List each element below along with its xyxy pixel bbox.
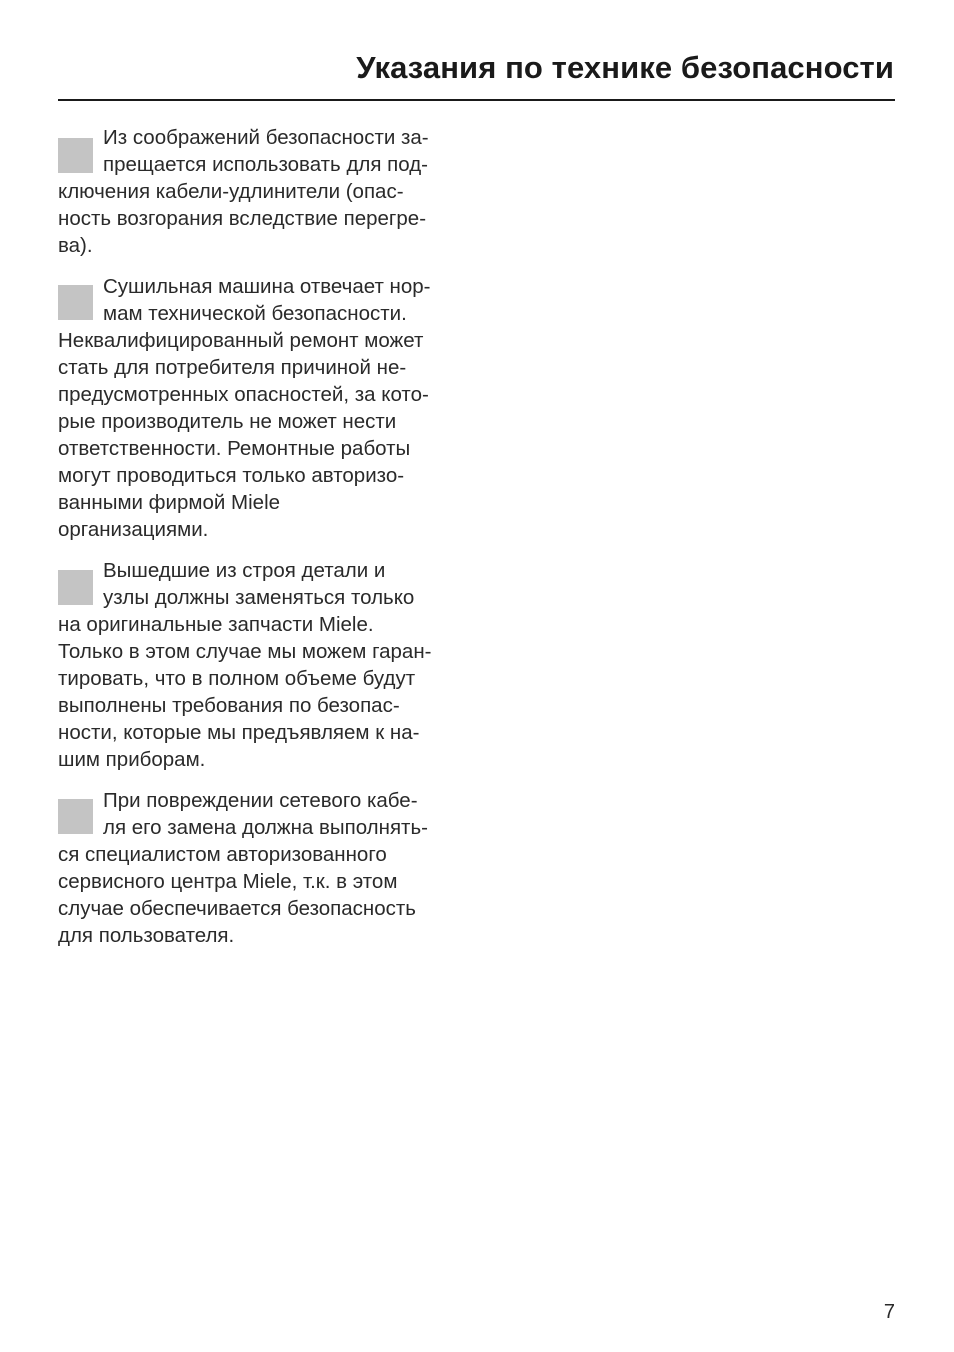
- text-line: Из соображений безопасности за-: [103, 126, 429, 149]
- bullet-marker: [58, 138, 93, 173]
- text-line: При повреждении сетевого кабе-: [103, 789, 418, 812]
- text-line: мам технической безопасности.: [103, 302, 407, 325]
- safety-item: [58, 557, 478, 773]
- safety-item: [58, 273, 478, 543]
- text-line: выполнены требования по безопас-: [58, 694, 400, 717]
- text-line: тировать, что в полном объеме будут: [58, 667, 416, 690]
- text-line: Вышедшие из строя детали и: [103, 559, 386, 582]
- text-line: ванными фирмой Miele: [58, 491, 281, 514]
- text-line: могут проводиться только авторизо-: [58, 464, 405, 487]
- text-line: Неквалифицированный ремонт может: [58, 329, 424, 352]
- text-line: ности, которые мы предъявляем к на-: [58, 721, 420, 744]
- safety-item: [58, 787, 478, 949]
- page-number: 7: [883, 1301, 895, 1323]
- safety-item: [58, 124, 478, 259]
- text-line: Сушильная машина отвечает нор-: [103, 275, 431, 298]
- bullet-marker: [58, 570, 93, 605]
- text-line: ответственности. Ремонтные работы: [58, 437, 411, 460]
- text-line: ключения кабели-удлинители (опас-: [58, 180, 404, 203]
- text-line: прещается использовать для под-: [103, 153, 428, 176]
- text-line: ность возгорания вследствие перегре-: [58, 207, 427, 230]
- text-line: шим приборам.: [58, 748, 206, 771]
- text-line: организациями.: [58, 518, 209, 541]
- text-line: для пользователя.: [58, 924, 235, 947]
- text-line: ся специалистом авторизованного: [58, 843, 387, 866]
- header-divider: [58, 99, 895, 101]
- text-line: ва).: [58, 234, 93, 257]
- text-line: ля его замена должна выполнять-: [103, 816, 428, 839]
- text-line: сервисного центра Miele, т.к. в этом: [58, 870, 398, 893]
- text-line: случае обеспечивается безопасность: [58, 897, 416, 920]
- bullet-marker: [58, 285, 93, 320]
- text-line: узлы должны заменяться только: [103, 586, 415, 609]
- text-line: стать для потребителя причиной не-: [58, 356, 407, 379]
- bullet-marker: [58, 799, 93, 834]
- text-line: рые производитель не может нести: [58, 410, 397, 433]
- text-line: предусмотренных опасностей, за кото-: [58, 383, 429, 406]
- page-title: Указания по технике безопасности: [356, 50, 894, 85]
- text-line: на оригинальные запчасти Miele.: [58, 613, 374, 636]
- text-line: Только в этом случае мы можем гаран-: [58, 640, 432, 663]
